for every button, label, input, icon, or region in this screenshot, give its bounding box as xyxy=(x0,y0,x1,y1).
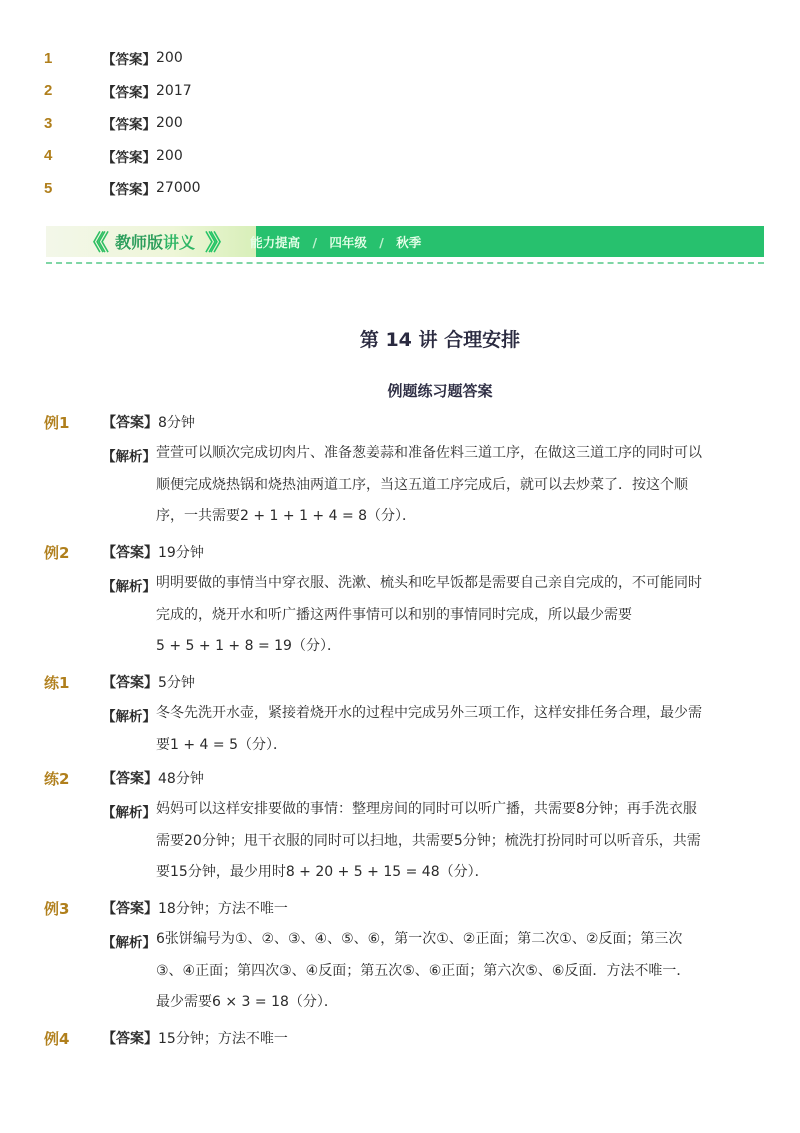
answer-row xyxy=(44,42,744,75)
answer-line xyxy=(102,672,195,692)
question-label: 例2 xyxy=(44,544,70,562)
explanation-line: 序，一共需要2 + 1 + 1 + 4 = 8（分）． xyxy=(156,508,417,524)
answer-tag: 【答案】 xyxy=(102,771,158,787)
explanation-line: 顺便完成烧热锅和烧热油两道工序，当这五道工序完成后，就可以去炒菜了．按这个顺 xyxy=(156,476,688,493)
answer-value: 15分钟；方法不唯一 xyxy=(158,1031,288,1047)
answer-value: 2017 xyxy=(156,82,192,99)
breadcrumb xyxy=(250,233,421,251)
explanation-text xyxy=(156,438,766,533)
breadcrumb-separator: / xyxy=(312,234,318,250)
answer-row xyxy=(44,75,744,108)
answer-value: 200 xyxy=(156,50,183,67)
explanation-line: 要15分钟，最少用时8 + 20 + 5 + 15 = 48（分）． xyxy=(156,864,489,880)
explanation-line: 最少需要6 × 3 = 18（分）． xyxy=(156,994,338,1010)
explanation-line: ③、④正面；第四次③、④反面；第五次⑤、⑥正面；第六次⑤、⑥反面．方法不唯一． xyxy=(156,962,691,979)
answer-number: 5 xyxy=(44,179,53,197)
explanation-line: 需要20分钟；甩干衣服的同时可以扫地，共需要5分钟；梳洗打扮同时可以听音乐，共需 xyxy=(156,832,701,849)
answer-tag: 【答案】 xyxy=(102,149,156,166)
answer-number: 1 xyxy=(44,49,53,67)
answer-line xyxy=(102,1028,288,1048)
explanation-line: 要1 + 4 = 5（分）． xyxy=(156,736,287,753)
answer-tag: 【答案】 xyxy=(102,182,156,199)
lecture-title: 第 14 讲 合理安排 xyxy=(359,329,521,351)
explanation-text xyxy=(156,698,766,761)
answer-value: 48分钟 xyxy=(158,771,204,787)
answer-value: 18分钟；方法不唯一 xyxy=(158,901,288,917)
answer-line xyxy=(102,898,288,918)
dashed-divider xyxy=(46,262,764,264)
answer-number: 2 xyxy=(44,82,53,100)
answer-row xyxy=(44,172,744,205)
answer-line xyxy=(102,542,204,562)
banner-title xyxy=(115,230,195,253)
answer-tag: 【答案】 xyxy=(102,545,158,561)
answer-tag: 【答案】 xyxy=(102,901,158,917)
banner-title-part1: 教师版 xyxy=(115,233,164,252)
chevron-left-icon: 《《 xyxy=(82,231,104,256)
section-title: 例题练习题答案 xyxy=(387,382,493,400)
answer-tag: 【答案】 xyxy=(102,52,156,69)
breadcrumb-item: 能力提高 xyxy=(250,234,301,250)
explain-tag: 【解析】 xyxy=(102,805,156,821)
answer-tag: 【答案】 xyxy=(102,117,156,134)
explanation-line: 冬冬先洗开水壶，紧接着烧开水的过程中完成另外三项工作，这样安排任务合理，最少需 xyxy=(156,705,702,721)
question-label: 例1 xyxy=(44,414,70,432)
header-banner xyxy=(46,226,764,257)
question-label: 练1 xyxy=(44,674,70,692)
explanation-line: 完成的，烧开水和听广播这两件事情可以和别的事情同时完成，所以最少需要 xyxy=(156,606,632,623)
answer-number: 4 xyxy=(44,147,53,165)
answer-line xyxy=(102,412,195,432)
explain-tag: 【解析】 xyxy=(102,709,156,725)
explanation-line: 6张饼编号为①、②、③、④、⑤、⑥，第一次①、②正面；第二次①、②反面；第三次 xyxy=(156,931,683,947)
answer-tag: 【答案】 xyxy=(102,675,158,691)
answer-tag: 【答案】 xyxy=(102,415,158,431)
answer-value: 5分钟 xyxy=(158,675,195,691)
explain-tag: 【解析】 xyxy=(102,449,156,465)
answer-value: 8分钟 xyxy=(158,415,195,431)
answer-row xyxy=(44,107,744,140)
answer-value: 19分钟 xyxy=(158,545,204,561)
explanation-line: 明明要做的事情当中穿衣服、洗漱、梳头和吃早饭都是需要自己亲自完成的，不可能同时 xyxy=(156,575,702,591)
answer-value: 27000 xyxy=(156,180,201,197)
explanation-line: 萱萱可以顺次完成切肉片、准备葱姜蒜和准备佐料三道工序，在做这三道工序的同时可以 xyxy=(156,445,702,461)
answer-number: 3 xyxy=(44,114,53,132)
banner-title-part2: 讲义 xyxy=(163,233,196,252)
breadcrumb-item: 秋季 xyxy=(396,234,422,250)
explanation-text xyxy=(156,794,766,889)
question-label: 练2 xyxy=(44,770,70,788)
explanation-text xyxy=(156,568,766,663)
answer-line xyxy=(102,768,204,788)
answer-value: 200 xyxy=(156,115,183,132)
chevron-right-icon: 》》 xyxy=(205,231,227,256)
top-answer-list xyxy=(44,42,744,205)
explanation-text xyxy=(156,924,766,1019)
breadcrumb-item: 四年级 xyxy=(329,234,367,250)
explanation-line: 妈妈可以这样安排要做的事情：整理房间的同时可以听广播，共需要8分钟；再手洗衣服 xyxy=(156,801,697,817)
breadcrumb-separator: / xyxy=(379,234,384,250)
answer-tag: 【答案】 xyxy=(102,1031,158,1047)
answer-value: 200 xyxy=(156,147,183,164)
explanation-line: 5 + 5 + 1 + 8 = 19（分）． xyxy=(156,638,341,654)
explain-tag: 【解析】 xyxy=(102,579,156,595)
question-label: 例3 xyxy=(44,900,70,918)
answer-tag: 【答案】 xyxy=(102,84,156,101)
question-label: 例4 xyxy=(44,1030,70,1048)
answer-row xyxy=(44,140,744,173)
explain-tag: 【解析】 xyxy=(102,935,156,951)
